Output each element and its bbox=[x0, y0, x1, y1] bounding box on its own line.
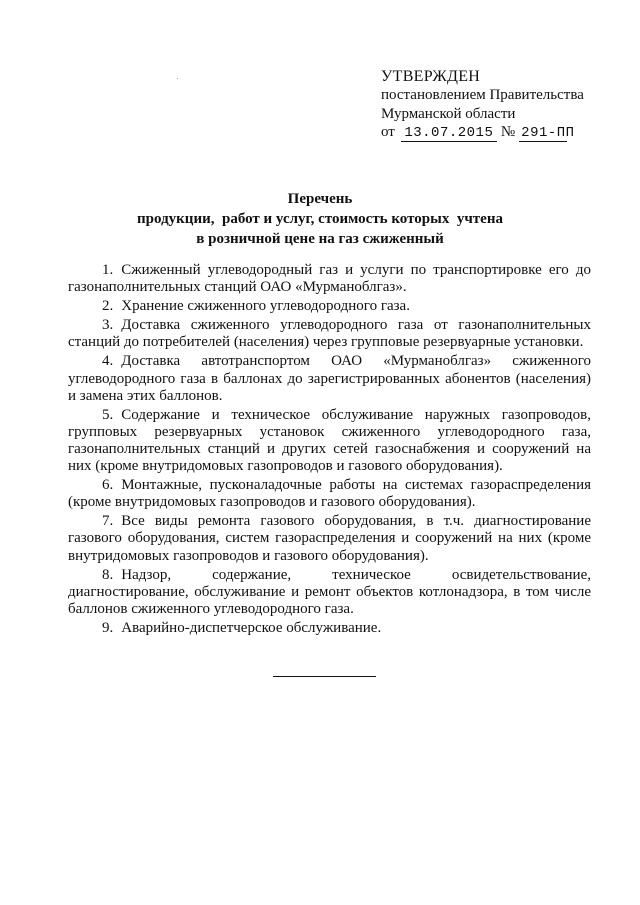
approval-date: 13.07.2015 bbox=[401, 126, 497, 142]
item-number: 2. bbox=[102, 298, 114, 315]
list-item bbox=[68, 298, 591, 315]
item-text: Сжиженный углеводородный газ и услуги по транспортировке его до газонаполнительных станций ОАО «Мурманоблгаз». bbox=[68, 262, 591, 296]
item-text: Содержание и техническое обслуживание наружных газопроводов, групповых резервуарных установок сжиженного углеводородного газа, газонаполнительных станций и других сетей газоснабжения и сооружений на них (кроме внутридомовых газопроводов и газового оборудования). bbox=[68, 406, 591, 475]
approval-region: Мурманской области bbox=[381, 105, 516, 122]
title-line-1: Перечень bbox=[287, 191, 353, 207]
item-text: Аварийно-диспетчерское обслуживание. bbox=[121, 619, 382, 636]
item-number: 4. bbox=[102, 353, 114, 370]
list-item bbox=[68, 513, 591, 564]
approval-date-line bbox=[381, 123, 621, 142]
approval-block bbox=[381, 67, 621, 142]
list-item bbox=[68, 477, 591, 511]
from-label: от bbox=[381, 124, 395, 140]
item-number: 9. bbox=[102, 619, 114, 636]
document-title bbox=[0, 189, 640, 249]
approval-number: 291-ПП bbox=[521, 125, 575, 141]
item-number: 8. bbox=[102, 566, 114, 583]
item-text: Все виды ремонта газового оборудования, в т.ч. диагностирование газового оборудования, систем газораспределения и сооружений на них (кроме внутридомовых газопроводов и газового оборудования). bbox=[68, 513, 591, 564]
list-item bbox=[68, 567, 591, 618]
item-text: Доставка автотранспортом ОАО «Мурманоблгаз» сжиженного углеводородного газа в баллонах до зарегистрированных абонентов (населения) и замена этих баллонов. bbox=[68, 353, 591, 404]
item-text: Доставка сжиженного углеводородного газа от газонаполнительных станций до потребителей (населения) через групповые резервуарные установки. bbox=[68, 317, 591, 351]
number-label: № bbox=[500, 124, 516, 140]
item-number: 3. bbox=[102, 317, 114, 334]
item-number: 7. bbox=[102, 513, 114, 530]
title-line-3: в розничной цене на газ сжиженный bbox=[196, 231, 444, 247]
list-item bbox=[68, 407, 591, 475]
scan-speck bbox=[177, 78, 178, 79]
list-item bbox=[68, 317, 591, 351]
item-number: 5. bbox=[102, 406, 114, 423]
item-text: Монтажные, пусконаладочные работы на системах газораспределения (кроме внутридомовых газопроводов и газового оборудования). bbox=[68, 477, 591, 511]
item-number: 6. bbox=[102, 477, 114, 494]
list-item bbox=[68, 262, 591, 296]
item-text: Хранение сжиженного углеводородного газа. bbox=[121, 298, 410, 315]
item-text: Надзор, содержание, техническое освидетельствование, диагностирование, обслуживание и ремонт объектов котлонадзора, в том числе баллонов сжиженного углеводородного газа. bbox=[68, 566, 591, 617]
title-line-2: продукции, работ и услуг, стоимость которых учтена bbox=[137, 211, 503, 227]
approval-heading: УТВЕРЖДЕН bbox=[381, 68, 481, 85]
items-list bbox=[68, 262, 591, 637]
item-number: 1. bbox=[102, 262, 114, 278]
approval-authority: постановлением Правительства bbox=[381, 87, 584, 103]
closing-rule bbox=[273, 676, 376, 677]
list-item bbox=[68, 353, 591, 404]
list-item bbox=[68, 620, 591, 637]
